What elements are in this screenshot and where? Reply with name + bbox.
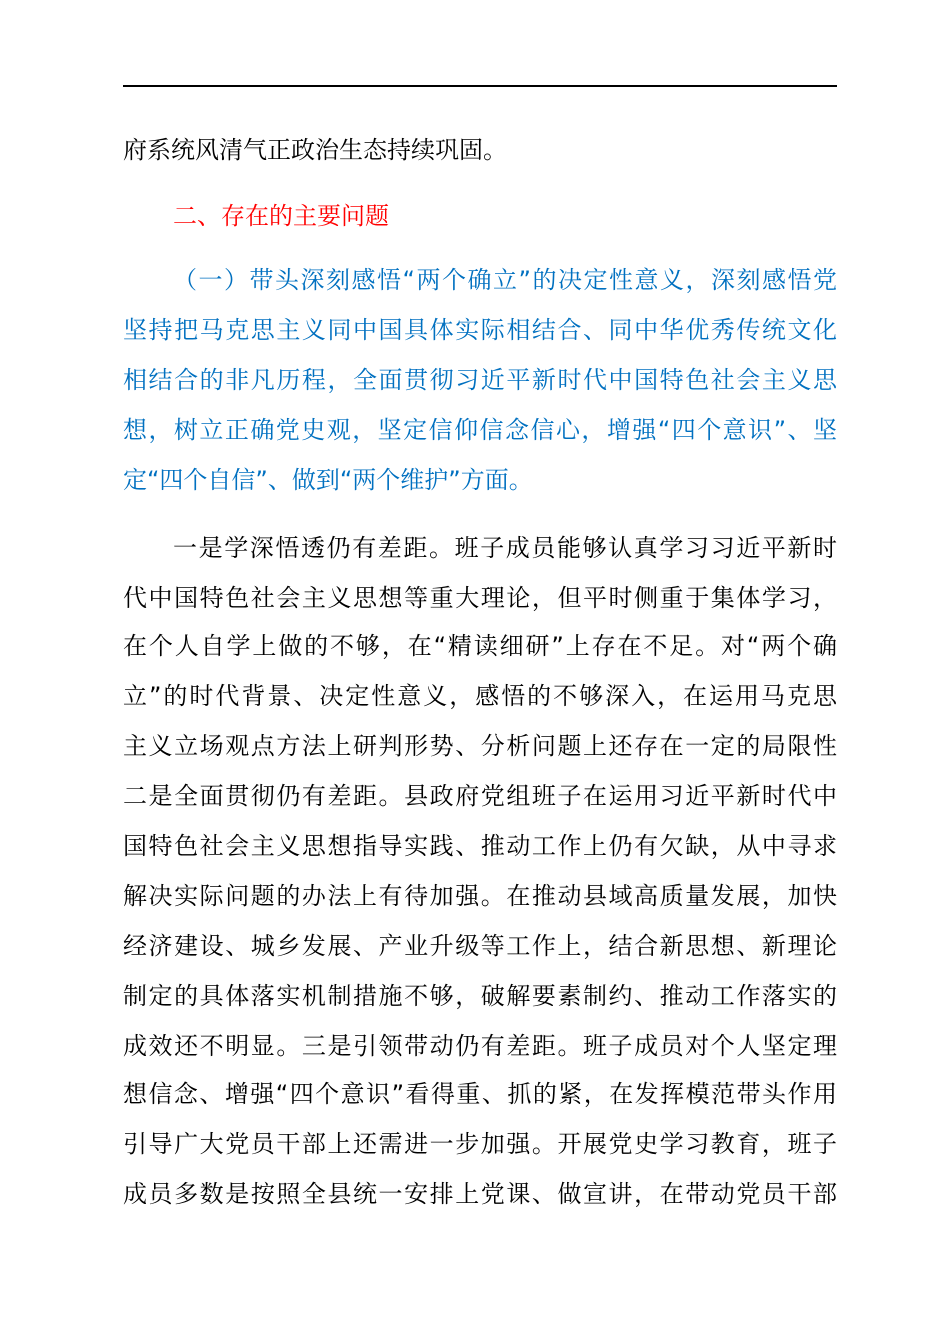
body-line: 引导广大党员干部上还需进一步加强。开展党史学习教育，班子 bbox=[123, 1130, 837, 1158]
body-line: 制定的具体落实机制措施不够，破解要素制约、推动工作落实的 bbox=[123, 982, 837, 1010]
subsection-line: （一）带头深刻感悟“两个确立”的决定性意义，深刻感悟党 bbox=[173, 266, 837, 294]
continuation-text: 府系统风清气正政治生态持续巩固。 bbox=[123, 136, 507, 164]
body-line: 代中国特色社会主义思想等重大理论，但平时侧重于集体学习， bbox=[123, 584, 837, 612]
section-heading: 二、存在的主要问题 bbox=[173, 202, 389, 230]
subsection-line: 相结合的非凡历程，全面贯彻习近平新时代中国特色社会主义思 bbox=[123, 366, 837, 394]
body-line: 国特色社会主义思想指导实践、推动工作上仍有欠缺，从中寻求 bbox=[123, 832, 837, 860]
body-line: 一是学深悟透仍有差距。班子成员能够认真学习习近平新时 bbox=[173, 534, 837, 562]
body-line: 二是全面贯彻仍有差距。县政府党组班子在运用习近平新时代中 bbox=[123, 782, 837, 810]
body-line: 主义立场观点方法上研判形势、分析问题上还存在一定的局限性 bbox=[123, 732, 837, 760]
header-rule bbox=[123, 85, 837, 87]
subsection-line: 坚持把马克思主义同中国具体实际相结合、同中华优秀传统文化 bbox=[123, 316, 837, 344]
body-line: 立”的时代背景、决定性意义，感悟的不够深入，在运用马克思 bbox=[123, 682, 837, 710]
body-line: 解决实际问题的办法上有待加强。在推动县域高质量发展，加快 bbox=[123, 882, 837, 910]
body-line: 成效还不明显。三是引领带动仍有差距。班子成员对个人坚定理 bbox=[123, 1032, 837, 1060]
body-line: 想信念、增强“四个意识”看得重、抓的紧，在发挥模范带头作用 bbox=[123, 1080, 837, 1108]
body-line: 经济建设、城乡发展、产业升级等工作上，结合新思想、新理论 bbox=[123, 932, 837, 960]
body-line: 在个人自学上做的不够，在“精读细研”上存在不足。对“两个确 bbox=[123, 632, 837, 660]
body-line: 成员多数是按照全县统一安排上党课、做宣讲，在带动党员干部 bbox=[123, 1180, 837, 1208]
subsection-line: 想，树立正确党史观，坚定信仰信念信心，增强“四个意识”、坚 bbox=[123, 416, 837, 444]
subsection-line: 定“四个自信”、做到“两个维护”方面。 bbox=[123, 466, 533, 494]
